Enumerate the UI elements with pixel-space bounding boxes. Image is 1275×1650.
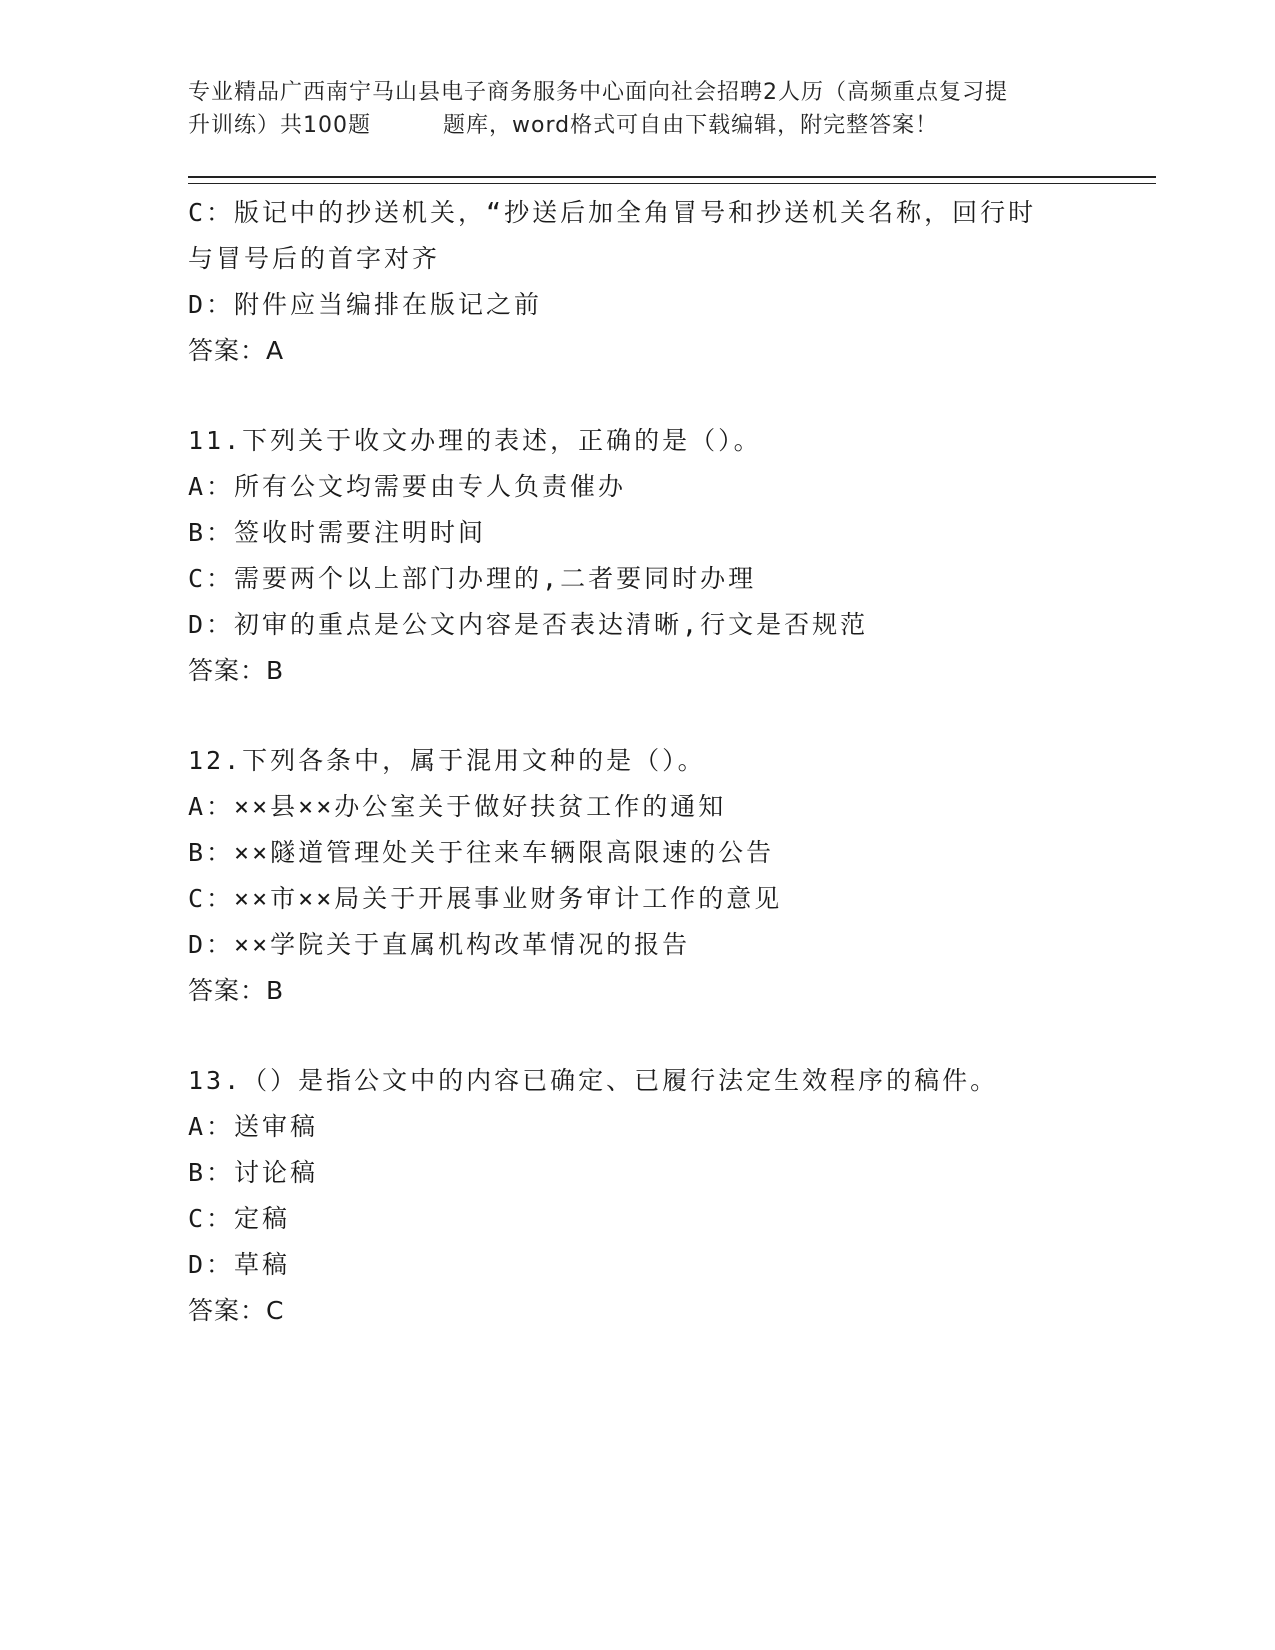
option-d: D：××学院关于直属机构改革情况的报告 [188,930,691,959]
option-c-line-1: C：版记中的抄送机关，“抄送后加全角冒号和抄送机关名称，回行时 [188,198,1037,227]
option-b: B：讨论稿 [188,1158,319,1187]
question-13 [188,1058,1088,1334]
option-a: A：××县××办公室关于做好扶贫工作的通知 [188,792,727,821]
option-d: D：草稿 [188,1250,291,1279]
answer-line: 答案：B [188,656,285,685]
option-c: C：需要两个以上部门办理的,二者要同时办理 [188,564,757,593]
question-stem: 12.下列各条中，属于混用文种的是（）。 [188,746,706,775]
option-a: A：送审稿 [188,1112,319,1141]
header-line-2-part-2: 题库，word格式可自由下载编辑，附完整答案！ [443,113,939,138]
option-c-line-2: 与冒号后的首字对齐 [188,244,441,273]
header-line-2-part-1: 升训练）共100题 [188,113,371,138]
header-line-2 [188,109,1088,142]
previous-question-tail [188,190,1088,374]
question-list [188,190,1088,1334]
answer-line: 答案：B [188,976,285,1005]
question-stem: 13.（）是指公文中的内容已确定、已履行法定生效程序的稿件。 [188,1066,999,1095]
question-stem: 11.下列关于收文办理的表述，正确的是（）。 [188,426,762,455]
answer-line: 答案：A [188,336,285,365]
document-header [188,76,1088,142]
option-b: B：签收时需要注明时间 [188,518,487,547]
option-a: A：所有公文均需要由专人负责催办 [188,472,627,501]
header-line-1: 专业精品广西南宁马山县电子商务服务中心面向社会招聘2人历（高频重点复习提 [188,80,1008,105]
option-c: C：定稿 [188,1204,291,1233]
option-c: C：××市××局关于开展事业财务审计工作的意见 [188,884,783,913]
answer-line: 答案：C [188,1296,285,1325]
question-11 [188,418,1088,694]
option-d: D：附件应当编排在版记之前 [188,290,543,319]
question-12 [188,738,1088,1014]
option-d: D：初审的重点是公文内容是否表达清晰,行文是否规范 [188,610,869,639]
header-divider-thin [188,183,1156,184]
option-b: B：××隧道管理处关于往来车辆限高限速的公告 [188,838,775,867]
header-divider-thick [188,176,1156,178]
